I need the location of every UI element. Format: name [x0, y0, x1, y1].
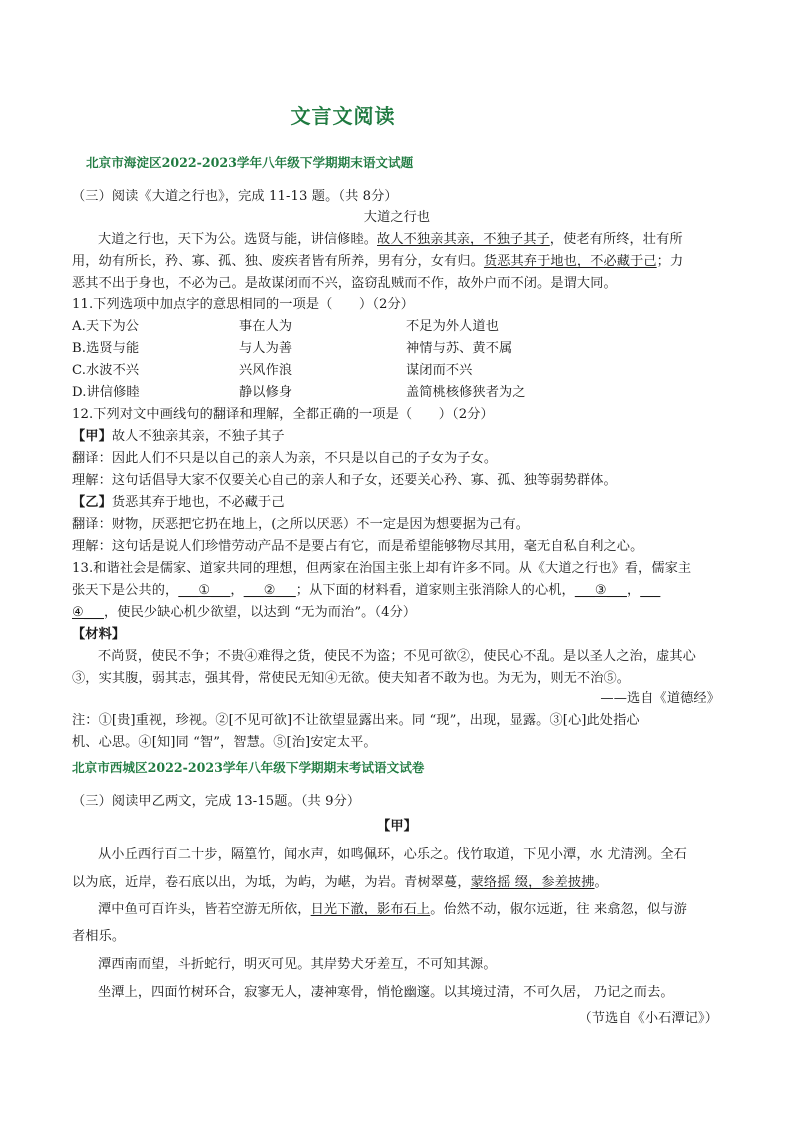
option-a-1: A.天下为公	[72, 319, 140, 334]
jia-label: 【甲】	[72, 429, 112, 444]
passage2-line4: 者相乐。	[72, 929, 126, 944]
question-13-line1: 13.和谐社会是儒家、道家共同的理想，但两家在治国主张上却有许多不同。从《大道之行也》看，儒家主	[72, 561, 692, 576]
yi-label: 【乙】	[72, 495, 112, 510]
blank-2: ___②___	[243, 583, 296, 598]
yi-sentence	[72, 496, 285, 509]
passage2-line3	[98, 903, 687, 916]
material-label: 【材料】	[72, 627, 126, 642]
source-haidian: 北京市海淀区2022-2023学年八年级下学期期末语文试题	[86, 155, 414, 170]
option-c-2: 兴风作浪	[239, 363, 293, 378]
material-line2: ③，实其腹，弱其志，强其骨，常使民无知④无欲。使夫知者不敢为也。为无为，则无不治⑤。	[72, 671, 631, 686]
text: ，	[230, 583, 244, 598]
text: ，	[626, 583, 641, 598]
jia-understanding: 理解：这句话倡导大家不仅要关心自己的亲人和子女，还要关心矜、寡、孤、独等弱势群体。	[72, 473, 617, 488]
question-13-line2	[72, 584, 660, 597]
text: ，使老有所终，壮有所	[549, 232, 683, 247]
question-11: 11.下列选项中加点字的意思相同的一项是（ ）（2分）	[72, 297, 415, 312]
passage2-line2	[72, 876, 608, 889]
option-c-1: C.水波不兴	[72, 363, 140, 378]
question-12: 12.下列对文中画线句的翻译和理解，全都正确的一项是（ ）（2分）	[72, 407, 494, 422]
material-line1: 不尚贤，使民不争；不贵④难得之货，使民不为盗；不见可欲②，使民心不乱。是以圣人之治，虚其心	[98, 649, 696, 664]
question-13-line3	[72, 606, 416, 619]
underlined-phrase-2: 日光下澈，影布石上	[310, 902, 431, 917]
jia-heading: 【甲】	[377, 819, 417, 834]
blank-4-start: ___	[640, 583, 661, 598]
passage1-line3: 恶其不出于身也，不必为己。是故谋闭而不兴，盗窃乱贼而不作，故外户而不闭。是谓大同。	[72, 276, 617, 291]
text: ；力	[656, 254, 684, 269]
passage2-line5: 潭西南而望，斗折蛇行，明灭可见。其岸势犬牙差互，不可知其源。	[98, 957, 497, 972]
page-title: 文言文阅读	[290, 104, 396, 128]
option-b-2: 与人为善	[239, 341, 293, 356]
material-source: ——选自《道德经》	[600, 691, 720, 706]
underlined-phrase-1: 蒙络摇 缀，参差披拂	[470, 875, 595, 890]
option-c-3: 谋闭而不兴	[406, 363, 473, 378]
yi-translation: 翻译：财物，厌恶把它扔在地上，(之所以厌恶）不一定是因为想要据为己有。	[72, 517, 530, 532]
option-a-2: 事在人为	[239, 319, 293, 334]
passage-title: 大道之行也	[363, 210, 431, 225]
section1-intro: （三）阅读《大道之行也》，完成 11-13 题。（共 8分）	[72, 189, 398, 204]
jia-sentence	[72, 430, 285, 443]
text: 。佁然不动，俶尔远逝，往 来翕忽，似与游	[430, 902, 687, 917]
text: 用，幼有所长，矜、寡、孤、独、废疾者皆有所养，男有分，女有归。	[72, 254, 484, 269]
yi-text: 货恶其弃于地也，不必藏于己	[111, 495, 285, 510]
section2-intro: （三）阅读甲乙两文，完成 13-15题。（共 9分）	[72, 794, 361, 809]
jia-translation: 翻译：因此人们不只是以自己的亲人为亲，不只是以自己的子女为子女。	[72, 451, 498, 466]
underlined-sentence-yi: 货恶其弃于地也，不必藏于己	[483, 254, 657, 269]
blank-1: ___①___	[178, 583, 231, 598]
blank-3: ___③___	[574, 583, 627, 598]
passage2-line1: 从小丘西行百二十步，隔篁竹，闻水声，如鸣佩环，心乐之。伐竹取道，下见小潭，水 尤清洌。全石	[98, 847, 687, 862]
passage2-source: （节选自《小石潭记》）	[578, 1011, 718, 1026]
option-a-3: 不足为外人道也	[406, 319, 500, 334]
text: 张天下是公共的，	[72, 583, 179, 598]
text: ；从下面的材料看，道家则主张消除人的心机，	[295, 583, 575, 598]
note-line2: 机、心思。④[知]同 “智”，智慧。⑤[治]安定太平。	[72, 735, 377, 750]
passage2-line6: 坐潭上，四面竹树环合，寂寥无人，凄神寒骨，悄怆幽邃。以其境过清，不可久居， 乃记之而去。	[98, 985, 674, 1000]
text: 以为底，近岸，卷石底以出，为坻，为屿，为嵁，为岩。青树翠蔓，	[72, 875, 471, 890]
option-b-1: B.选贤与能	[72, 341, 140, 356]
option-d-2: 静以修身	[239, 385, 293, 400]
underlined-sentence-jia: 故人不独亲其亲，不独子其子	[377, 232, 550, 247]
option-d-3: 盖简桃核修狭者为之	[406, 385, 526, 400]
option-b-3: 神情与苏、黄不属	[406, 341, 513, 356]
passage1-line2	[72, 255, 683, 268]
option-d-1: D.讲信修睦	[72, 385, 140, 400]
text: 。	[594, 875, 608, 890]
text: ，使民少缺心机少欲望，以达到 “无为而治”。（4分）	[104, 605, 417, 620]
source-xicheng: 北京市西城区2022-2023学年八年级下学期期末考试语文试卷	[72, 760, 425, 775]
yi-understanding: 理解：这句话是说人们珍惜劳动产品不是要占有它，而是希望能够物尽其用，毫无自私自利之心。	[72, 539, 644, 554]
text: 潭中鱼可百许头，皆若空游无所依，	[98, 902, 311, 917]
blank-4-end: ④___	[72, 605, 105, 620]
jia-text: 故人不独亲其亲，不独子其子	[111, 429, 285, 444]
text: 大道之行也，天下为公。选贤与能，讲信修睦。	[98, 232, 378, 247]
passage1-line1	[98, 233, 683, 246]
note-line1: 注：①[贵]重视，珍视。②[不见可欲]不让欲望显露出来。同 “现”，出现，显露。③[心]此处指心	[72, 713, 640, 728]
